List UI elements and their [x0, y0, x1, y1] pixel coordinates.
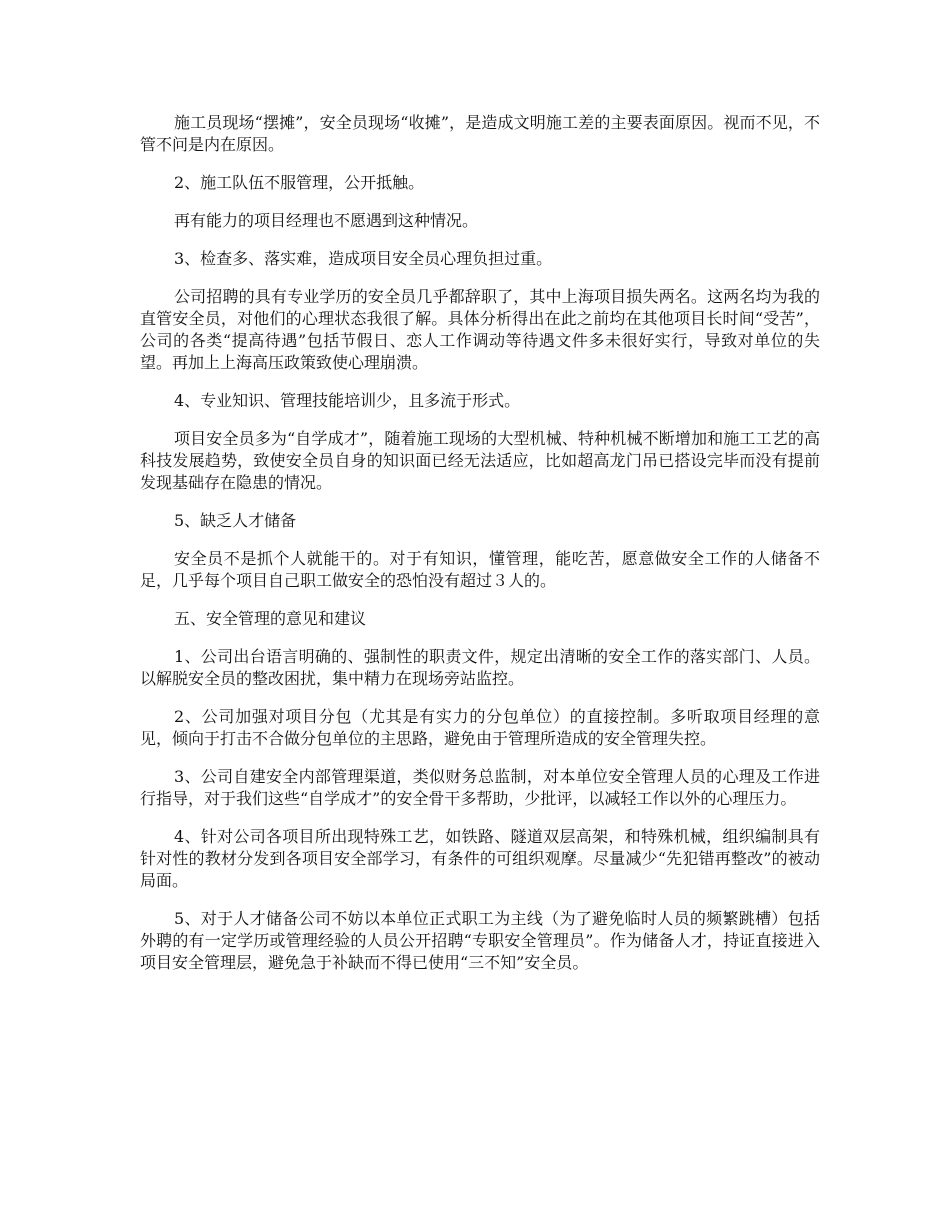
- suggestion-paragraph: 5、对于人才储备公司不妨以本单位正式职工为主线（为了避免临时人员的频繁跳槽）包括外聘的有一定学历或管理经验的人员公开招聘“专职安全管理员”。作为储备人才，持证直接进入项目安全管理层，避免急于补缺而不得已使用“三不知”安全员。: [140, 909, 820, 972]
- suggestion-paragraph: 3、公司自建安全内部管理渠道，类似财务总监制，对本单位安全管理人员的心理及工作进行指导，对于我们这些“自学成才”的安全骨干多帮助，少批评，以减轻工作以外的心理压力。: [140, 767, 820, 808]
- list-heading: 4、专业知识、管理技能培训少，且多流于形式。: [174, 391, 521, 410]
- suggestion-paragraph: 4、针对公司各项目所出现特殊工艺，如铁路、隧道双层高架，和特殊机械，组织编制具有针对性的教材分发到各项目安全部学习，有条件的可组织观摩。尽量减少“先犯错再整改”的被动局面。: [140, 827, 820, 890]
- paragraph: 再有能力的项目经理也不愿遇到这种情况。: [174, 211, 479, 230]
- document-body: [140, 112, 820, 990]
- section-heading: 五、安全管理的意见和建议: [174, 609, 367, 628]
- list-heading: 2、施工队伍不服管理，公开抵触。: [174, 173, 425, 192]
- paragraph: 安全员不是抓个人就能干的。对于有知识，懂管理，能吃苦，愿意做安全工作的人储备不足，几乎每个项目自己职工做安全的恐怕没有超过３人的。: [140, 549, 820, 590]
- list-heading: 5、缺乏人才储备: [174, 511, 297, 530]
- list-heading: 3、检查多、落实难，造成项目安全员心理负担过重。: [174, 249, 553, 268]
- paragraph: 项目安全员多为“自学成才”，随着施工现场的大型机械、特种机械不断增加和施工工艺的高科技发展趋势，致使安全员自身的知识面已经无法适应，比如超高龙门吊已搭设完毕而没有提前发现基础存在隐患的情况。: [140, 429, 820, 492]
- suggestion-paragraph: 2、公司加强对项目分包（尤其是有实力的分包单位）的直接控制。多听取项目经理的意见，倾向于打击不合做分包单位的主思路，避免由于管理所造成的安全管理失控。: [140, 707, 820, 748]
- suggestion-paragraph: 1、公司出台语言明确的、强制性的职责文件，规定出清晰的安全工作的落实部门、人员。以解脱安全员的整改困扰，集中精力在现场旁站监控。: [140, 647, 820, 688]
- paragraph: 公司招聘的具有专业学历的安全员几乎都辞职了，其中上海项目损失两名。这两名均为我的直管安全员，对他们的心理状态我很了解。具体分析得出在此之前均在其他项目长时间“受苦”，公司的各类“提高待遇”包括节假日、恋人工作调动等待遇文件多未很好实行，导致对单位的失望。再加上上海高压政策致使心理崩溃。: [140, 287, 820, 372]
- paragraph: 施工员现场“摆摊”，安全员现场“收摊”，是造成文明施工差的主要表面原因。视而不见，不管不问是内在原因。: [140, 113, 820, 154]
